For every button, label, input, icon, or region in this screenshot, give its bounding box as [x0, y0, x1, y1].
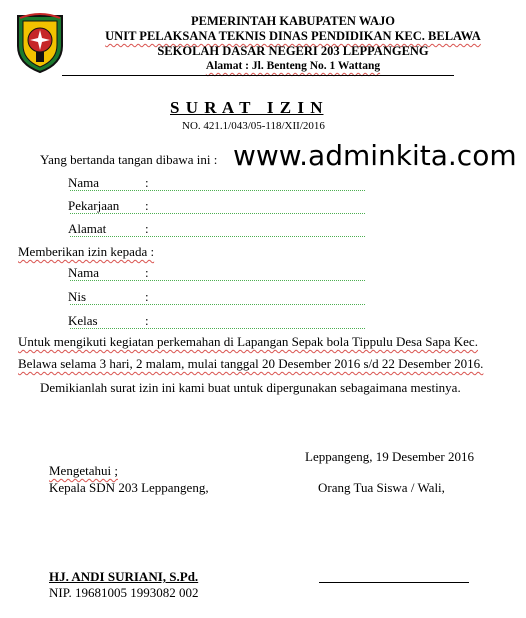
intro-text: Yang bertanda tangan dibawa ini : [40, 152, 218, 167]
signer-job-line [70, 209, 365, 214]
letterhead-line-2-text: UNIT PELAKSANA TEKNIS DINAS PENDIDIKAN KEC. BELAWA [105, 29, 481, 43]
paragraph-line-1 [18, 334, 478, 350]
parent-position: Orang Tua Siswa / Wali, [318, 480, 445, 495]
signer-name-label: Nama [68, 175, 100, 190]
letterhead-line-2 [0, 29, 526, 44]
student-name-sep: : [145, 265, 149, 280]
letterhead-address [0, 60, 526, 72]
place-date: Leppangeng, 19 Desember 2016 [305, 449, 474, 464]
student-name-label: Nama [68, 265, 100, 280]
letterhead-line-3: SEKOLAH DASAR NEGERI 203 LEPPANGENG [157, 44, 429, 58]
student-class-label: Kelas [68, 313, 98, 328]
signer-address-label: Alamat [68, 221, 107, 236]
acknowledged-label [49, 463, 118, 479]
student-nis-line [70, 300, 365, 305]
student-class-line [70, 324, 365, 329]
signer-address-line [70, 232, 365, 237]
headmaster-name: HJ. ANDI SURIANI, S.Pd. [49, 569, 199, 584]
letter-number: NO. 421.1/043/05-118/XII/2016 [182, 120, 325, 132]
headmaster-position: Kepala SDN 203 Leppangeng, [49, 480, 209, 495]
watermark-text: www.adminkita.com [233, 139, 517, 172]
letterhead-address-text: Alamat : Jl. Benteng No. 1 Wattang [205, 60, 381, 72]
headmaster-nip: NIP. 19681005 1993082 002 [49, 585, 199, 600]
acknowledged-text: Mengetahui ; [49, 463, 118, 478]
student-class-sep: : [145, 313, 149, 328]
signer-address-sep: : [145, 221, 149, 236]
letter-title: S U R A T I Z I N [170, 98, 324, 117]
grant-intro [18, 244, 154, 260]
letterhead-line-1: PEMERINTAH KABUPATEN WAJO [191, 14, 395, 28]
signer-job-sep: : [145, 198, 149, 213]
signer-name-sep: : [145, 175, 149, 190]
grant-intro-text: Memberikan izin kepada : [18, 244, 155, 259]
signer-job-label: Pekarjaan [68, 198, 120, 213]
parent-signature-line [319, 582, 469, 583]
paragraph-line-2-text: Belawa selama 3 hari, 2 malam, mulai tanggal 20 Desember 2016 s/d 22 Desember 2016. [18, 356, 484, 371]
student-name-line [70, 276, 365, 281]
letterhead-rule [62, 75, 454, 76]
closing-text: Demikianlah surat izin ini kami buat untuk dipergunakan sebagaimana mestinya. [40, 380, 461, 395]
signer-name-line [70, 186, 365, 191]
student-nis-sep: : [145, 289, 149, 304]
student-nis-label: Nis [68, 289, 87, 304]
paragraph-line-1-text: Untuk mengikuti kegiatan perkemahan di Lapangan Sepak bola Tippulu Desa Sapa Kec. [18, 334, 478, 349]
paragraph-line-2 [18, 356, 483, 372]
